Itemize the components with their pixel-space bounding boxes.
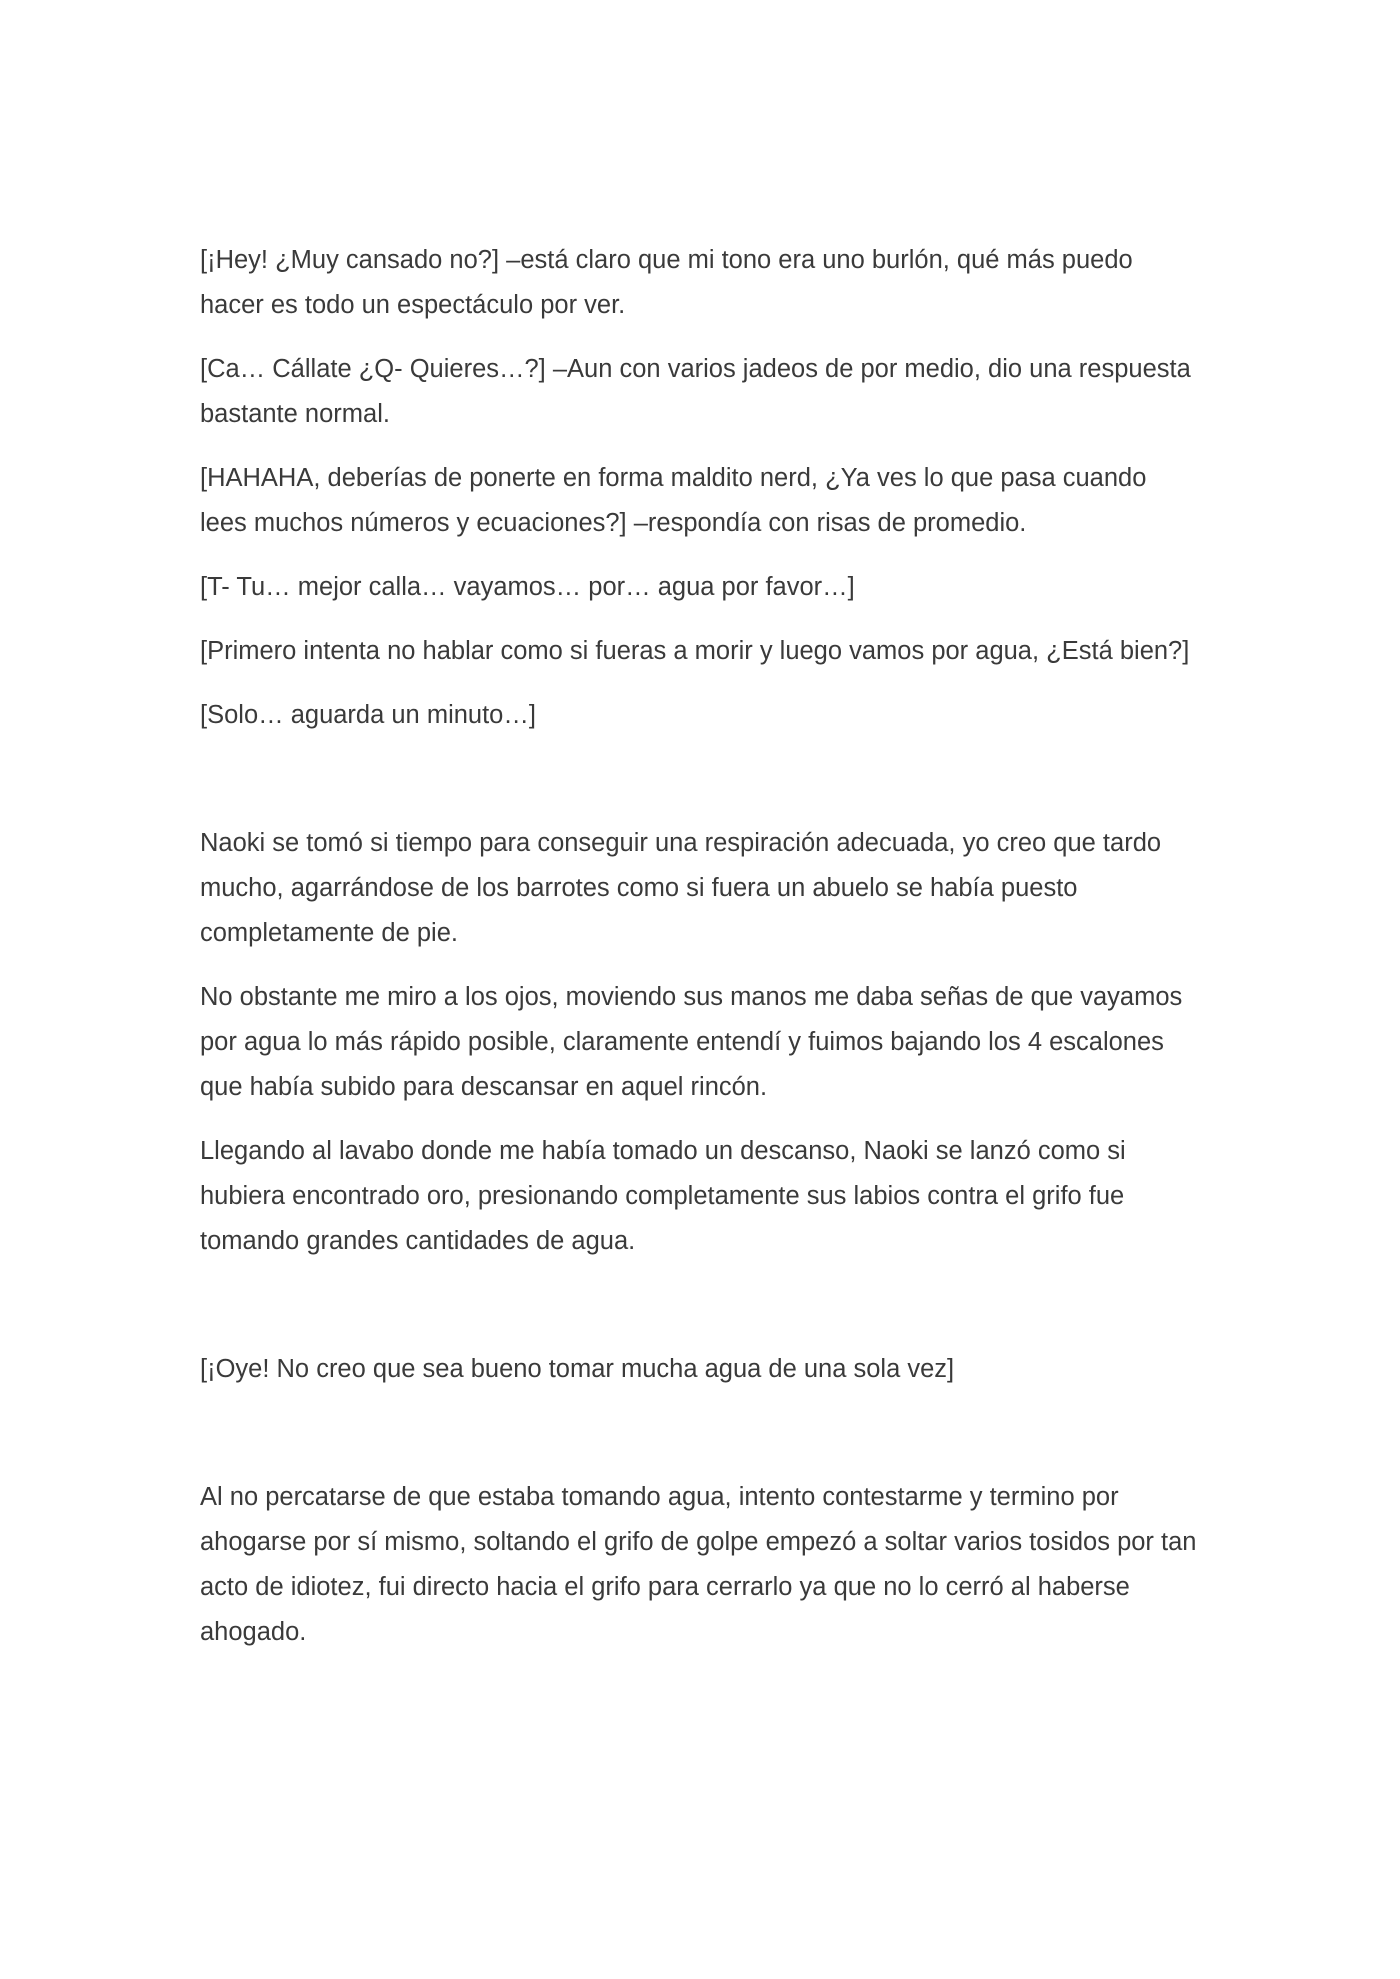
paragraph-dialogue-2: [Ca… Cállate ¿Q- Quieres…?] –Aun con varios jadeos de por medio, dio una respuesta bastante normal. xyxy=(200,355,1191,428)
document-body xyxy=(200,238,1200,1674)
section-gap xyxy=(200,757,1200,821)
section-gap xyxy=(200,1283,1200,1347)
section-gap xyxy=(200,1411,1200,1475)
paragraph-narration-4: Al no percatarse de que estaba tomando agua, intento contestarme y termino por ahogarse por sí mismo, soltando el grifo de golpe empezó a soltar varios tosidos por tan acto de idiotez, fui directo hacia el grifo para cerrarlo ya que no lo cerró al haberse ahogado. xyxy=(200,1483,1197,1646)
paragraph-dialogue-3: [HAHAHA, deberías de ponerte en forma maldito nerd, ¿Ya ves lo que pasa cuando lees muchos números y ecuaciones?] –respondía con risas de promedio. xyxy=(200,464,1147,537)
paragraph-dialogue-6: [Solo… aguarda un minuto…] xyxy=(200,701,536,729)
paragraph-narration-1: Naoki se tomó si tiempo para conseguir una respiración adecuada, yo creo que tardo mucho, agarrándose de los barrotes como si fuera un abuelo se había puesto completamente de pie. xyxy=(200,829,1162,947)
paragraph-narration-2: No obstante me miro a los ojos, moviendo sus manos me daba señas de que vayamos por agua lo más rápido posible, claramente entendí y fuimos bajando los 4 escalones que había subido para descansar en aquel rincón. xyxy=(200,983,1183,1101)
paragraph-dialogue-1: [¡Hey! ¿Muy cansado no?] –está claro que mi tono era uno burlón, qué más puedo hacer es todo un espectáculo por ver. xyxy=(200,246,1133,319)
paragraph-dialogue-5: [Primero intenta no hablar como si fueras a morir y luego vamos por agua, ¿Está bien?] xyxy=(200,637,1190,665)
paragraph-dialogue-7: [¡Oye! No creo que sea bueno tomar mucha agua de una sola vez] xyxy=(200,1355,955,1383)
paragraph-narration-3: Llegando al lavabo donde me había tomado un descanso, Naoki se lanzó como si hubiera encontrado oro, presionando completamente sus labios contra el grifo fue tomando grandes cantidades de agua. xyxy=(200,1137,1126,1255)
paragraph-dialogue-4: [T- Tu… mejor calla… vayamos… por… agua por favor…] xyxy=(200,573,855,601)
